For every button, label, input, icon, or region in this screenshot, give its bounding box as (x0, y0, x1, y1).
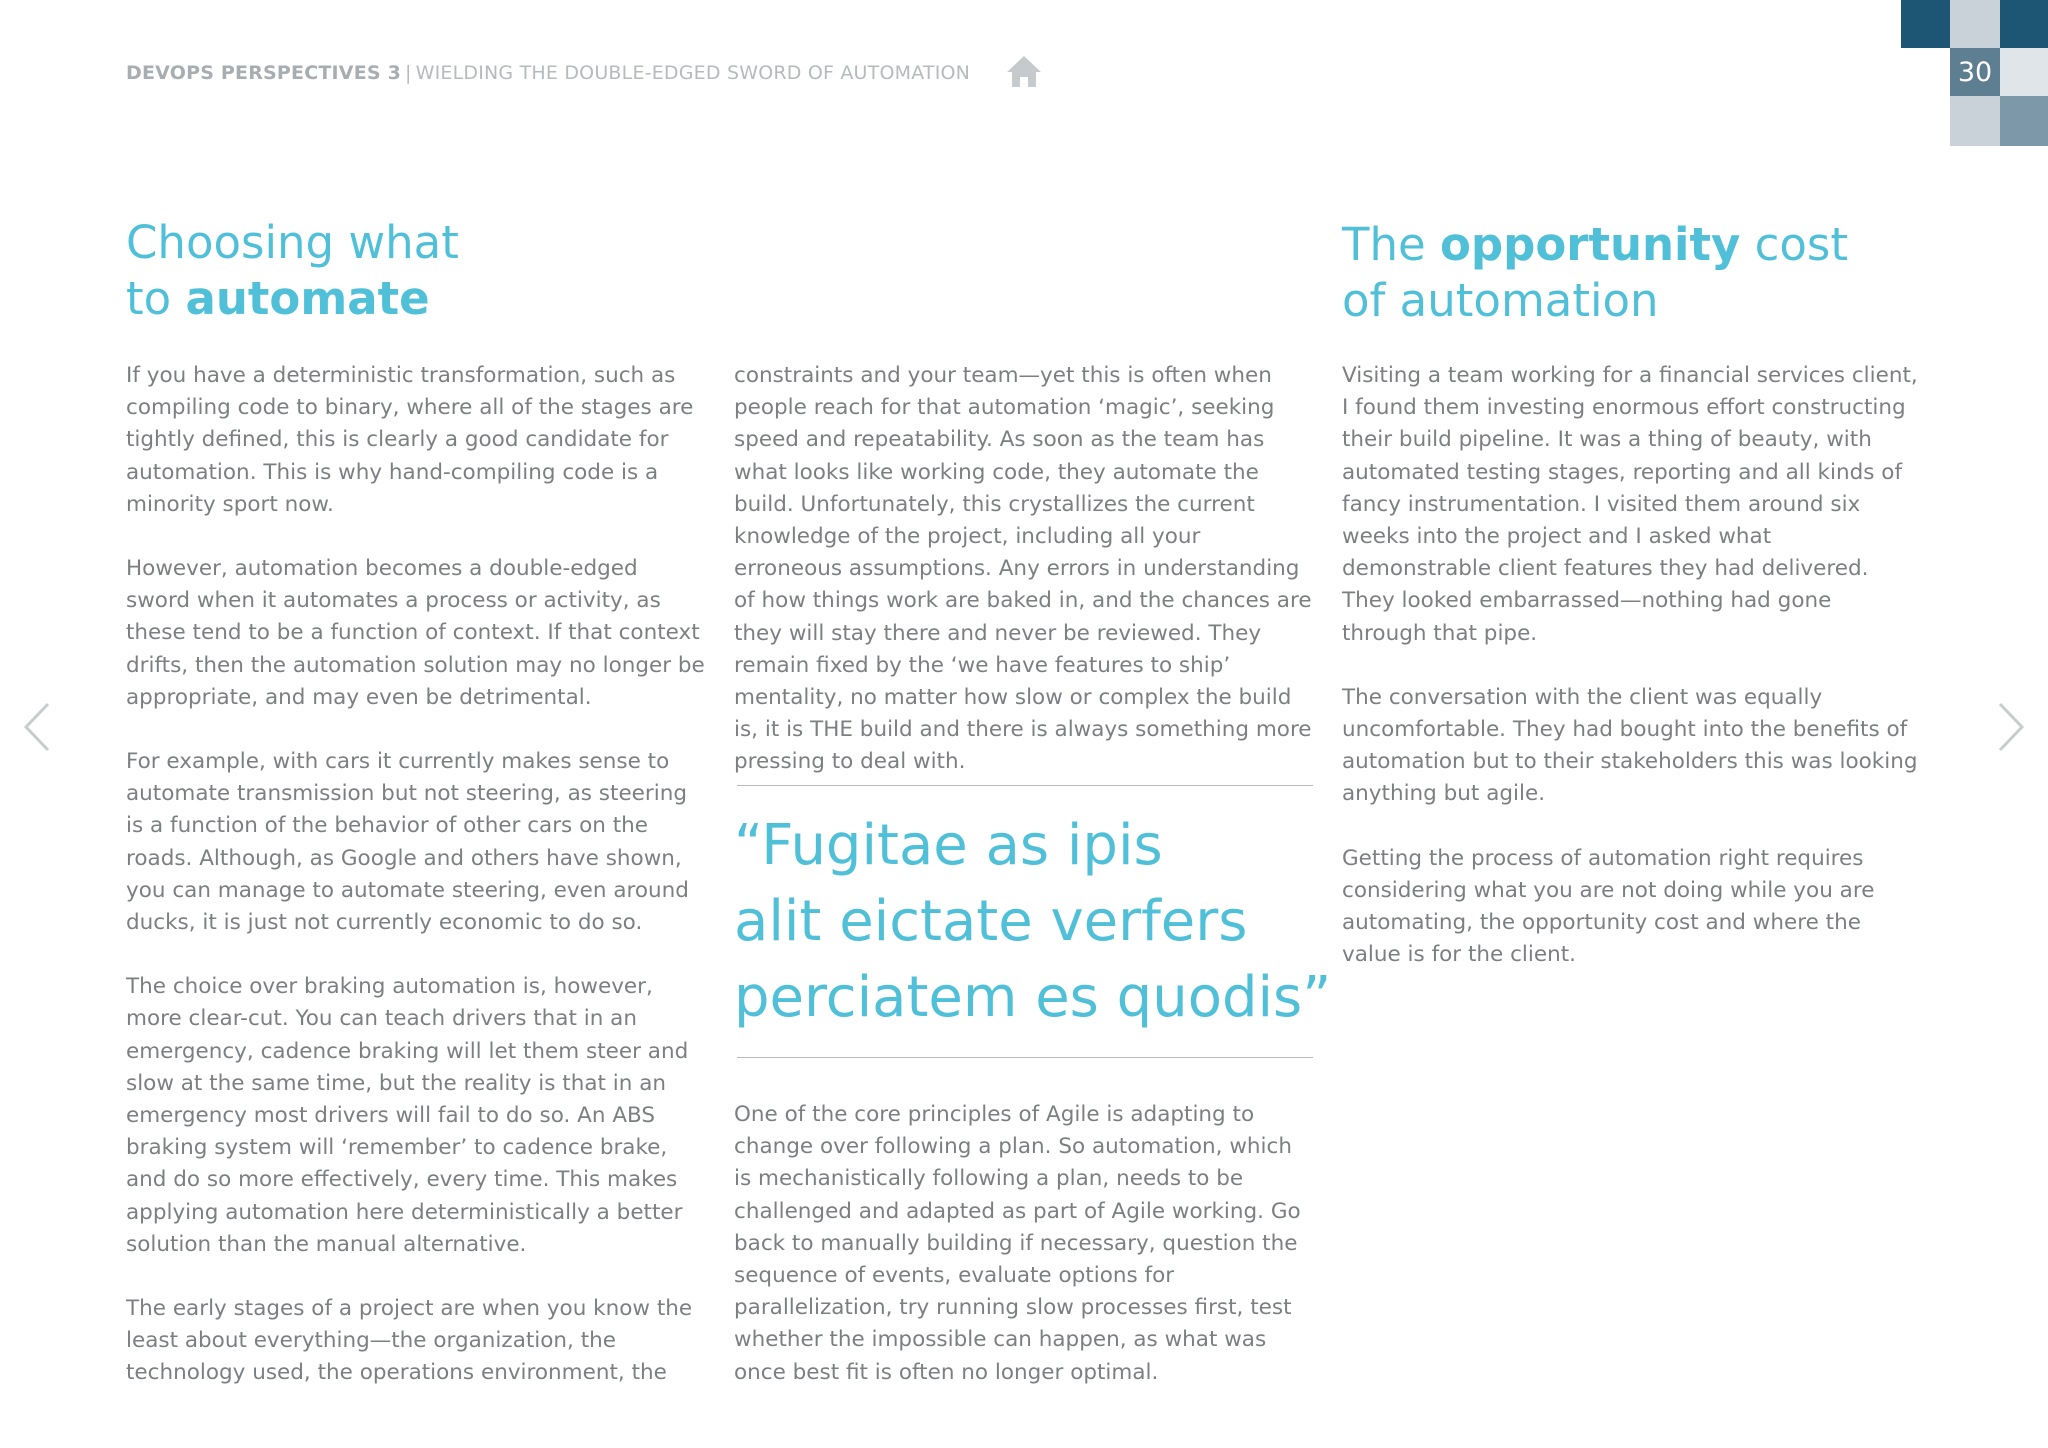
heading-emphasis: opportunity (1440, 218, 1741, 271)
pull-quote (734, 808, 1332, 1036)
paragraph: However, automation becomes a double-edged sword when it automates a process or activity, as these tend to be a function of context. If that context drifts, then the automation solution may no longer be appropriate, and may even be detrimental. (126, 556, 705, 710)
corner-tile-dark (1901, 0, 1950, 48)
section-heading-opportunity (1342, 217, 1848, 329)
heading-text: to (126, 272, 186, 325)
paragraph: Visiting a team working for a financial services client, I found them investing enormous effort constructing their build pipeline. It was a thing of beauty, with automated testing stages, reporting and all kinds of fancy instrumentation. I visited them around six weeks into the project and I asked what demonstrable client features they had delivered. They looked embarrassed—nothing had gone through that pipe. (1342, 363, 1918, 646)
corner-tile-mid (2000, 0, 2048, 48)
corner-tile-gray (2000, 96, 2048, 146)
pull-quote-line: alit eictate verfers (734, 889, 1248, 954)
column-3 (1342, 360, 1922, 1003)
pull-quote-line: perciatem es quodis” (734, 965, 1332, 1030)
paragraph: constraints and your team—yet this is often when people reach for that automation ‘magic’, seeking speed and repeatability. As soon as the team has what looks like working code, they automate the build. Unfortunately, this crystallizes the current knowledge of the project, including all your erroneous assumptions. Any errors in understanding of how things work are baked in, and the chances are they will stay there and never be reviewed. They remain fixed by the ‘we have features to ship’ mentality, no matter how slow or complex the build is, it is THE build and there is always something more pressing to deal with. (734, 363, 1312, 775)
heading-line: Choosing what (126, 216, 459, 269)
heading-text: The (1342, 218, 1440, 271)
paragraph: The conversation with the client was equally uncomfortable. They had bought into the benefits of automation but to their stakeholders this was looking anything but agile. (1342, 684, 1918, 807)
pull-quote-rule-top (737, 785, 1313, 786)
chevron-right-icon[interactable] (1988, 696, 2032, 758)
running-header (126, 62, 970, 84)
heading-line (126, 271, 459, 327)
publication-title: DEVOPS PERSPECTIVES 3 (126, 62, 401, 84)
header-separator: | (405, 62, 412, 84)
heading-line: of automation (1342, 274, 1659, 327)
chevron-left-icon[interactable] (16, 696, 60, 758)
page-number: 30 (1950, 48, 2000, 96)
pull-quote-line: “Fugitae as ipis (734, 813, 1163, 878)
heading-line (1342, 217, 1848, 273)
paragraph: The early stages of a project are when you know the least about everything—the organization, the technology used, the operations environment, the (126, 1296, 693, 1386)
paragraph: For example, with cars it currently makes sense to automate transmission but not steering, as steering is a function of the behavior of other cars on the roads. Although, as Google and others have shown, you can manage to automate steering, even around ducks, it is just not currently economic to do so. (126, 749, 689, 936)
corner-tile-light (1950, 0, 2000, 48)
paragraph: Getting the process of automation right requires considering what you are not doing while you are automating, the opportunity cost and where the value is for the client. (1342, 845, 1875, 968)
pull-quote-rule-bottom (737, 1057, 1313, 1058)
paragraph: One of the core principles of Agile is adapting to change over following a plan. So automation, which is mechanistically following a plan, needs to be challenged and adapted as part of Agile working. Go back to manually building if necessary, question the sequence of events, evaluate options for parallelization, try running slow processes first, test whether the impossible can happen, as what was once best fit is often no longer optimal. (734, 1102, 1301, 1385)
chapter-title: WIELDING THE DOUBLE-EDGED SWORD OF AUTOMATION (415, 62, 971, 84)
column-2-bottom (734, 1099, 1314, 1421)
corner-tile-pale (2000, 48, 2048, 96)
heading-emphasis: automate (185, 272, 430, 325)
section-heading-choosing (126, 215, 459, 327)
home-icon[interactable] (1004, 52, 1044, 92)
column-2 (734, 360, 1314, 811)
paragraph: If you have a deterministic transformation, such as compiling code to binary, where all of the stages are tightly defined, this is clearly a good candidate for automation. This is why hand-compiling code is a minority sport now. (126, 363, 694, 517)
column-1 (126, 360, 706, 1422)
paragraph: The choice over braking automation is, however, more clear-cut. You can teach drivers that in an emergency, cadence braking will let them steer and slow at the same time, but the reality is that in an emergency most drivers will fail to do so. An ABS braking system will ‘remember’ to cadence brake, and do so more effectively, every time. This makes applying automation here deterministically a better solution than the manual alternative. (126, 974, 689, 1257)
corner-tile-light-2 (1950, 96, 2000, 146)
heading-text: cost (1740, 218, 1848, 271)
